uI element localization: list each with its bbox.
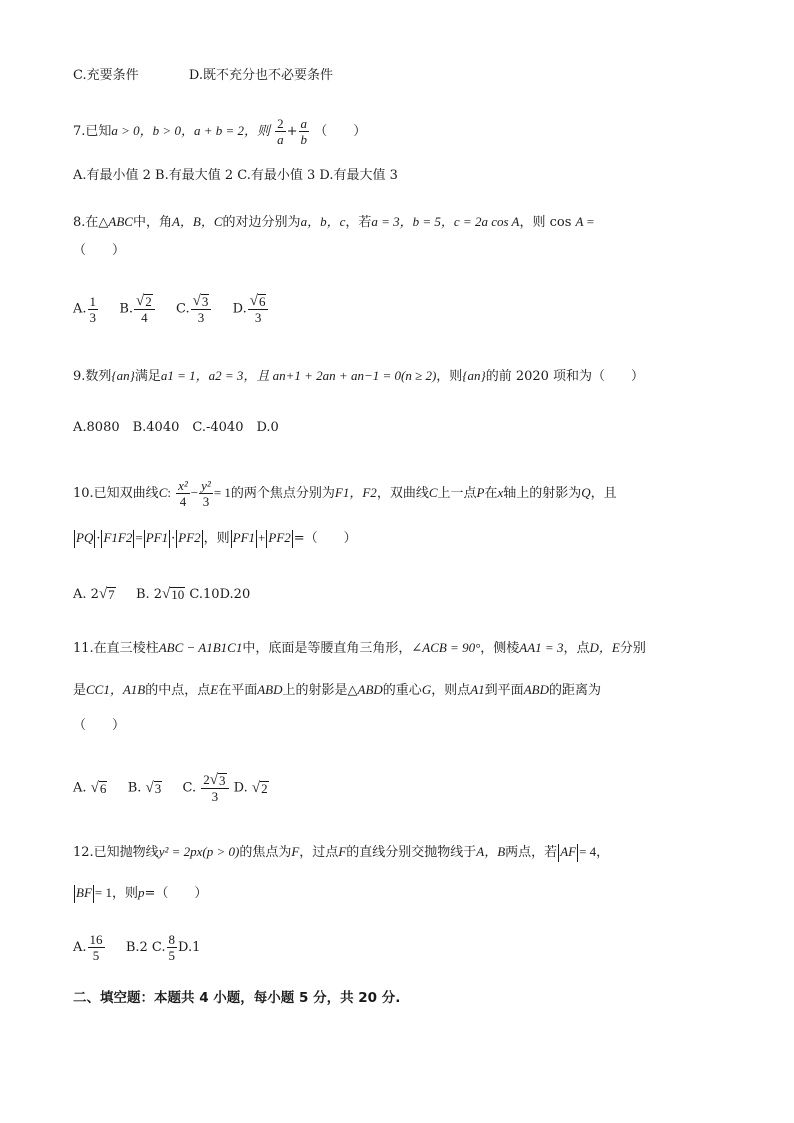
q7-prefix: 7.已知: [73, 124, 112, 139]
q12-option-c-fraction: $\frac{8}{5}$: [168, 932, 176, 963]
q10-options: A. 2 √ 7 B. 2 √ 10 C.10D.20: [73, 586, 251, 602]
section-2-heading: 二、填空题：本题共 4 小题，每小题 5 分，共 20 分.: [73, 990, 401, 1006]
q11-stem-line2: 是CC1，A1B的中点，点E在平面ABD上的射影是△ABD的重心G，则点A1到平面ABD的距离为: [73, 682, 601, 698]
q7-stem: 7.已知a > 0，b > 0，a + b = 2，则 $\frac{2}{a}$ + $\frac{a}{b}$ （ ）: [73, 116, 367, 147]
q10-y-fraction: $\frac{\text{y²}}{3}$: [201, 478, 211, 509]
q12-stem-line1: 12.已知抛物线y² = 2px(p > 0)的焦点为F，过点F的直线分别交抛物线于A，B两点，若 AF = 4，: [73, 844, 610, 860]
q10-stem-line1: 10.已知双曲线C: $\frac{\text{x²}}{4}$ − $\frac{\text{y²}}{3}$ = 1的两个焦点分别为F1，F2，双曲线C上一点P在x轴上的射影为Q，且: [73, 478, 617, 509]
q10-stem-line2: PQ · F1F2 = PF1 · PF2 ，则 PF1 + PF2 =（ ）: [76, 530, 357, 546]
q11-paren: （ ）: [73, 718, 126, 733]
q7-fraction-2: $\frac{a}{b}$: [300, 116, 308, 147]
q8-option-c-fraction: √ 3 3: [191, 293, 212, 325]
q8-option-d-fraction: √ 6 3: [248, 293, 269, 325]
q7-condition: a > 0，b > 0，a + b = 2，则: [111, 123, 270, 138]
q9-options: A.8080 B.4040 C.-4040 D.0: [73, 420, 279, 435]
q11-stem-line1: 11.在直三棱柱ABC − A1B1C1中，底面是等腰直角三角形，∠ACB = 90°，侧棱AA1 = 3，点D，E分别: [73, 640, 646, 656]
q8-options: A. $\frac{1}{3}$ B. √ 2 4 C. √ 3 3 D. √ 6 3: [73, 293, 269, 325]
q8-option-a-fraction: $\frac{1}{3}$: [89, 293, 97, 325]
q6-options: [73, 66, 333, 86]
q7-fraction-1: $\frac{2}{a}$: [277, 116, 284, 147]
q6-option-c: C.充要条件: [73, 68, 139, 83]
q12-options: A. $\frac{16}{5}$ B.2 C. $\frac{8}{5}$ D.1: [73, 932, 201, 963]
q8-stem: 8.在△ABC中，角A，B，C的对边分别为a，b，c，若a = 3，b = 5，c = 2a cos A，则 cos A =: [73, 214, 595, 230]
q11-options: A. √ 6 B. √ 3 C. 2 √ 3 3 D. √ 2: [73, 772, 268, 804]
q10-x-fraction: $\frac{\text{x²}}{4}$: [178, 478, 188, 509]
q7-paren: （ ）: [314, 124, 367, 139]
q12-option-a-fraction: $\frac{16}{5}$: [89, 932, 103, 963]
q9-stem: 9.数列{an}满足a1 = 1，a2 = 3，且 an+1 + 2an + an−1 = 0(n ≥ 2)，则{an}的前 2020 项和为（ ）: [73, 368, 645, 384]
q12-stem-line2: BF = 1，则p=（ ）: [76, 885, 208, 901]
q6-option-d: D.既不充分也不必要条件: [188, 68, 333, 83]
q11-option-c-fraction: 2 √ 3 3: [201, 772, 228, 804]
q8-option-b-fraction: √ 2 4: [134, 293, 155, 325]
q8-paren: （ ）: [73, 243, 126, 258]
q7-options: A.有最小值 2 B.有最大值 2 C.有最小值 3 D.有最大值 3: [73, 168, 398, 183]
